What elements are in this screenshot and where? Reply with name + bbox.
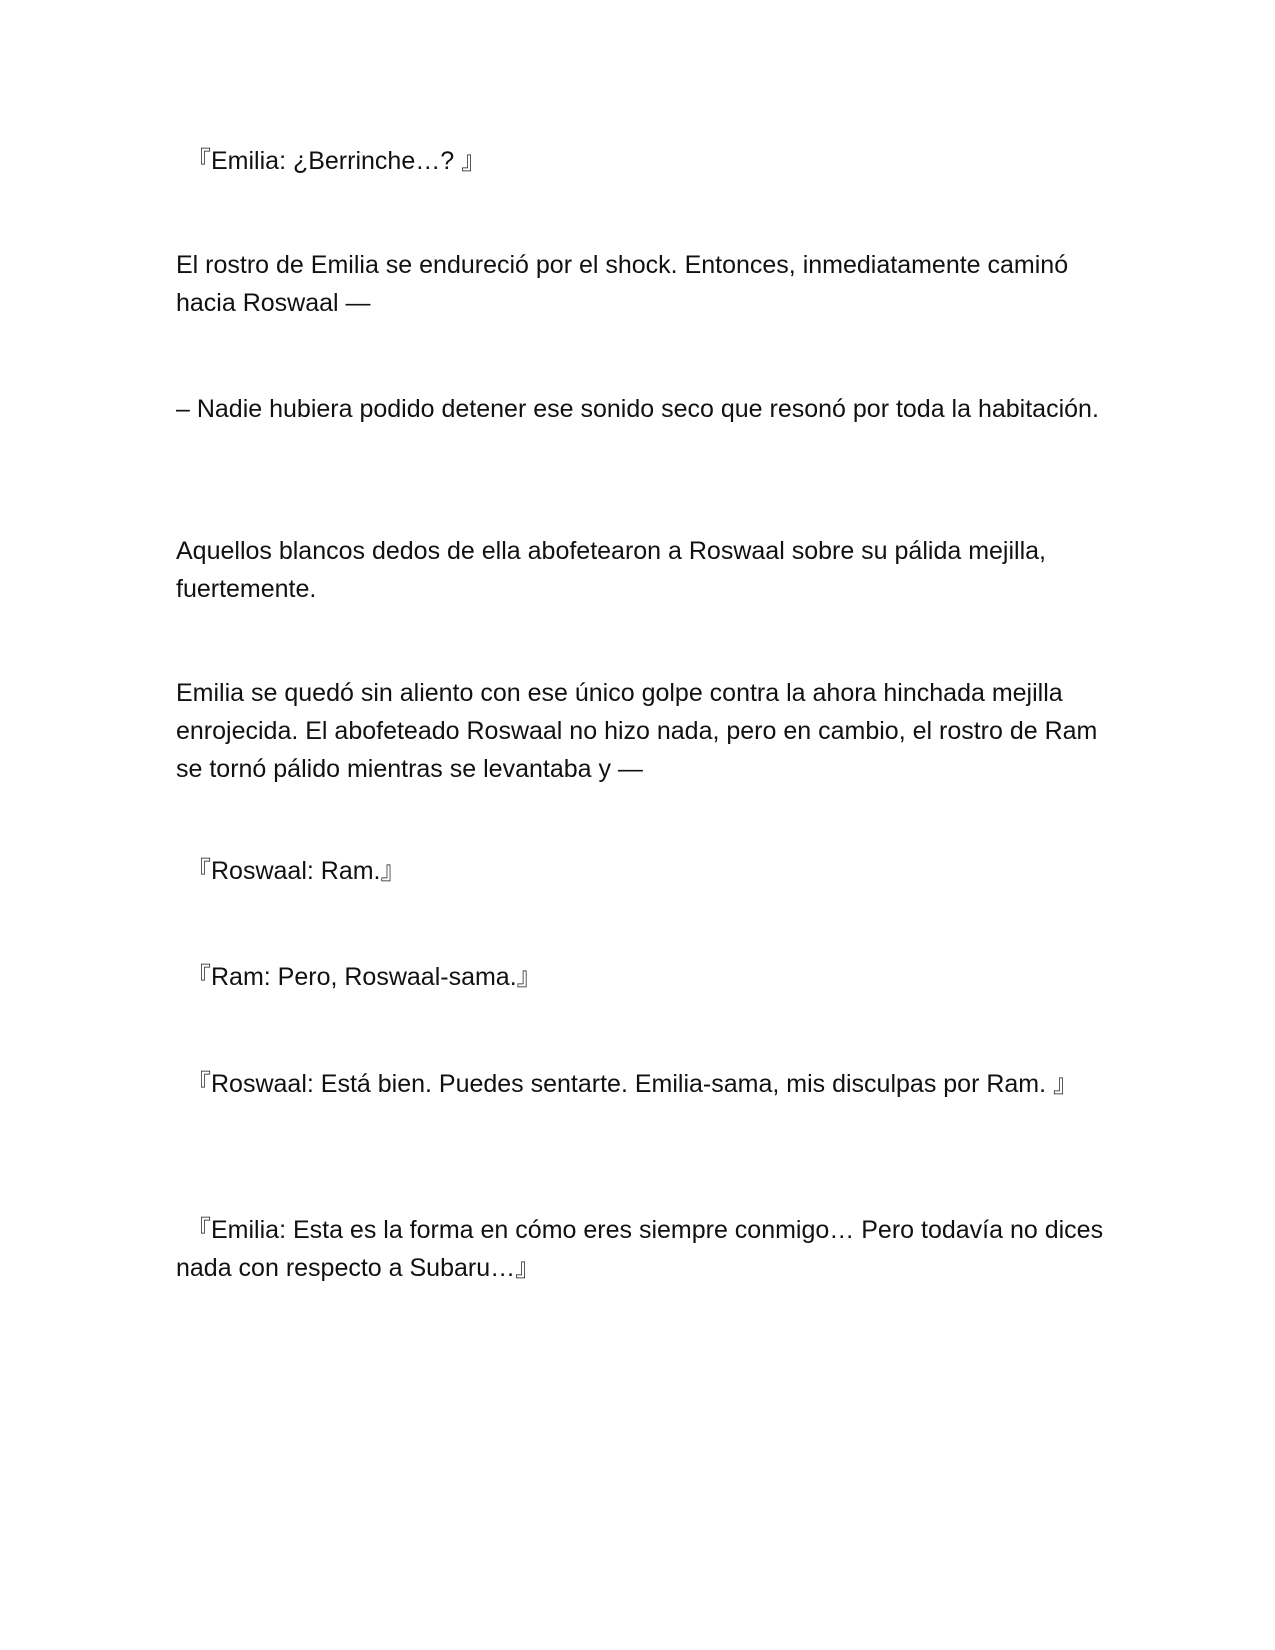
- paragraph-text: 『Roswaal: Está bien. Puedes sentarte. Emilia-sama, mis disculpas por Ram. 』: [186, 1070, 1079, 1098]
- paragraph-text: El rostro de Emilia se endureció por el shock. Entonces, inmediatamente caminó hacia Roswaal —: [176, 251, 1069, 317]
- paragraph-dialogue-roswaal-esta-bien: [176, 1065, 1106, 1103]
- paragraph-text: 『Emilia: Esta es la forma en cómo eres siempre conmigo… Pero todavía no dices nada con respecto a Subaru…』: [176, 1216, 1104, 1282]
- paragraph-text: 『Ram: Pero, Roswaal-sama.』: [186, 963, 542, 991]
- paragraph-text: – Nadie hubiera podido detener ese sonido seco que resonó por toda la habitación.: [176, 395, 1099, 423]
- paragraph-narration-emilia-shock: [176, 246, 1106, 322]
- paragraph-text: Emilia se quedó sin aliento con ese único golpe contra la ahora hinchada mejilla enrojecida. El abofeteado Roswaal no hizo nada, pero en cambio, el rostro de Ram se tornó pálido mientras se levantaba y —: [176, 679, 1098, 783]
- paragraph-dialogue-emilia-berrinche: [176, 142, 1106, 180]
- paragraph-text: 『Emilia: ¿Berrinche…? 』: [186, 147, 487, 175]
- paragraph-narration-sonido-seco: [176, 390, 1106, 428]
- paragraph-dialogue-ram-pero: [176, 958, 1106, 996]
- paragraph-text: Aquellos blancos dedos de ella abofetearon a Roswaal sobre su pálida mejilla, fuertemente.: [176, 537, 1046, 603]
- paragraph-text: 『Roswaal: Ram.』: [186, 857, 406, 885]
- paragraph-dialogue-emilia-subaru: [176, 1211, 1106, 1287]
- paragraph-dialogue-roswaal-ram: [176, 852, 1106, 890]
- paragraph-narration-abofetearon: [176, 532, 1106, 608]
- paragraph-narration-sin-aliento: [176, 674, 1106, 788]
